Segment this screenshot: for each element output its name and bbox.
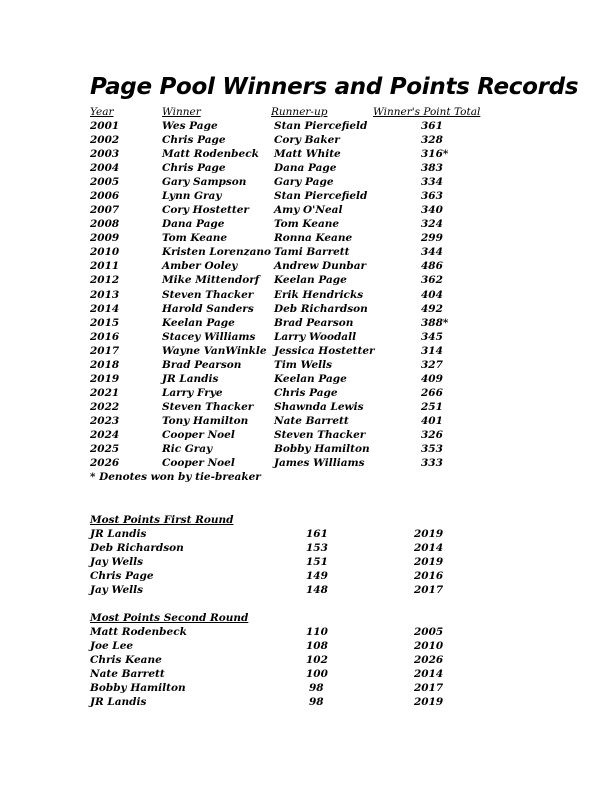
cell-year: 2019 <box>414 528 444 540</box>
cell-winner: Cory Hostetter <box>162 204 249 217</box>
cell-year: 2004 <box>90 162 120 175</box>
cell-year: 2019 <box>90 372 120 385</box>
cell-year: 2014 <box>414 542 444 554</box>
cell-points: 334 <box>421 176 443 189</box>
cell-points: 149 <box>306 570 328 583</box>
cell-points: 153 <box>306 542 328 554</box>
table-row <box>0 161 612 175</box>
cell-year: 2007 <box>90 204 120 217</box>
table-row <box>0 302 612 316</box>
cell-winner: Ric Gray <box>162 442 213 455</box>
cell-runner-up: Brad Pearson <box>274 316 354 329</box>
cell-points: 102 <box>306 654 328 667</box>
table-row <box>0 414 612 428</box>
cell-runner-up: Tami Barrett <box>274 246 350 259</box>
cell-runner-up: Dana Page <box>274 162 337 175</box>
table-row <box>0 231 612 245</box>
cell-year: 2002 <box>90 134 120 146</box>
page-title: Page Pool Winners and Points Records <box>90 74 579 100</box>
cell-points: 148 <box>306 584 328 597</box>
cell-year: 2012 <box>90 274 120 287</box>
cell-name: Chris Keane <box>90 654 162 667</box>
cell-points: 409 <box>421 372 443 385</box>
cell-runner-up: Steven Thacker <box>274 428 366 441</box>
cell-winner: JR Landis <box>162 372 219 385</box>
cell-winner: Matt Rodenbeck <box>162 148 259 161</box>
cell-year: 2010 <box>414 640 444 652</box>
cell-year: 2018 <box>90 358 120 371</box>
cell-runner-up: Larry Woodall <box>274 330 357 343</box>
second-round-title: Most Points Second Round <box>90 612 249 624</box>
cell-runner-up: Andrew Dunbar <box>274 260 367 273</box>
cell-year: 2014 <box>414 668 444 681</box>
cell-year: 2016 <box>414 570 444 583</box>
cell-year: 2024 <box>90 428 120 441</box>
cell-runner-up: Stan Piercefield <box>274 120 368 132</box>
cell-points: 404 <box>421 288 443 301</box>
cell-name: Matt Rodenbeck <box>90 626 187 638</box>
cell-points: 363 <box>421 190 443 203</box>
header-points: Winner's Point Total <box>373 106 481 118</box>
cell-points: 486 <box>421 260 443 273</box>
table-row <box>0 133 612 147</box>
table-row <box>0 288 612 302</box>
cell-runner-up: Erik Hendricks <box>274 288 364 301</box>
cell-runner-up: Deb Richardson <box>274 302 368 315</box>
cell-runner-up: Gary Page <box>274 176 334 189</box>
cell-year: 2026 <box>90 457 120 469</box>
table-row <box>0 527 612 541</box>
cell-runner-up: Chris Page <box>274 386 338 399</box>
cell-winner: Wes Page <box>162 120 218 132</box>
header-year: Year <box>90 106 114 118</box>
cell-name: Deb Richardson <box>90 542 184 554</box>
table-row <box>0 330 612 344</box>
cell-winner: Wayne VanWinkle <box>162 344 267 357</box>
cell-winner: Brad Pearson <box>162 358 242 371</box>
cell-points: 344 <box>421 246 443 259</box>
cell-name: JR Landis <box>90 696 147 709</box>
cell-year: 2011 <box>90 260 120 273</box>
table-row <box>0 119 612 133</box>
cell-points: 251 <box>421 400 443 413</box>
cell-winner: Harold Sanders <box>162 302 254 315</box>
table-row <box>0 386 612 400</box>
cell-winner: Kristen Lorenzano <box>162 246 272 259</box>
cell-runner-up: Cory Baker <box>274 134 340 146</box>
cell-points: 401 <box>421 414 443 427</box>
cell-winner: Steven Thacker <box>162 400 254 413</box>
table-row <box>0 372 612 386</box>
cell-runner-up: James Williams <box>274 457 365 469</box>
table-row <box>0 583 612 597</box>
cell-year: 2005 <box>90 176 120 189</box>
table-row <box>0 147 612 161</box>
cell-winner: Chris Page <box>162 134 226 146</box>
cell-winner: Mike Mittendorf <box>162 274 260 287</box>
table-row <box>0 681 612 695</box>
cell-points: 333 <box>421 457 443 469</box>
cell-year: 2022 <box>90 400 120 413</box>
cell-year: 2013 <box>90 288 120 301</box>
cell-winner: Amber Ooley <box>162 260 238 273</box>
table-row <box>0 555 612 569</box>
cell-year: 2023 <box>90 414 120 427</box>
cell-points: 340 <box>421 204 443 217</box>
cell-runner-up: Ronna Keane <box>274 232 353 245</box>
cell-winner: Lynn Gray <box>162 190 222 203</box>
table-row <box>0 259 612 273</box>
cell-year: 2009 <box>90 232 120 245</box>
cell-runner-up: Jessica Hostetter <box>274 344 375 357</box>
cell-winner: Dana Page <box>162 218 225 231</box>
cell-points: 383 <box>421 162 443 175</box>
cell-points: 108 <box>306 640 328 652</box>
cell-year: 2019 <box>414 556 444 569</box>
cell-year: 2015 <box>90 316 120 329</box>
cell-points: 266 <box>421 386 443 399</box>
table-row <box>0 442 612 456</box>
cell-runner-up: Stan Piercefield <box>274 190 368 203</box>
table-row <box>0 639 612 653</box>
cell-points: 361 <box>421 120 443 132</box>
cell-name: Nate Barrett <box>90 668 165 681</box>
table-row <box>0 653 612 667</box>
table-row <box>0 358 612 372</box>
cell-winner: Keelan Page <box>162 316 235 329</box>
cell-runner-up: Keelan Page <box>274 372 347 385</box>
cell-runner-up: Amy O'Neal <box>274 204 343 217</box>
cell-year: 2021 <box>90 386 120 399</box>
cell-points: 98 <box>309 696 324 709</box>
cell-name: JR Landis <box>90 528 147 540</box>
cell-runner-up: Tim Wells <box>274 358 333 371</box>
cell-runner-up: Tom Keane <box>274 218 340 231</box>
cell-points: 316* <box>421 148 449 161</box>
cell-runner-up: Shawnda Lewis <box>274 400 364 413</box>
cell-year: 2014 <box>90 302 120 315</box>
cell-points: 98 <box>309 682 324 695</box>
winners-table-header <box>0 105 612 119</box>
table-row <box>0 203 612 217</box>
cell-name: Jay Wells <box>90 584 144 597</box>
table-row <box>0 273 612 287</box>
cell-runner-up: Bobby Hamilton <box>274 442 370 455</box>
table-row <box>0 456 612 470</box>
cell-year: 2017 <box>414 584 444 597</box>
cell-winner: Chris Page <box>162 162 226 175</box>
cell-points: 324 <box>421 218 443 231</box>
cell-name: Jay Wells <box>90 556 144 569</box>
cell-winner: Stacey Williams <box>162 330 256 343</box>
cell-winner: Tom Keane <box>162 232 228 245</box>
cell-points: 100 <box>306 668 328 681</box>
cell-year: 2003 <box>90 148 120 161</box>
table-row <box>0 400 612 414</box>
table-row <box>0 217 612 231</box>
cell-year: 2010 <box>90 246 120 259</box>
table-row <box>0 695 612 709</box>
cell-winner: Gary Sampson <box>162 176 247 189</box>
cell-points: 388* <box>421 316 449 329</box>
table-row <box>0 189 612 203</box>
cell-runner-up: Keelan Page <box>274 274 347 287</box>
table-row <box>0 625 612 639</box>
cell-points: 353 <box>421 442 443 455</box>
table-row <box>0 245 612 259</box>
cell-year: 2017 <box>414 682 444 695</box>
cell-points: 110 <box>306 626 328 638</box>
cell-year: 2006 <box>90 190 120 203</box>
cell-points: 326 <box>421 428 443 441</box>
cell-winner: Tony Hamilton <box>162 414 249 427</box>
table-row <box>0 667 612 681</box>
cell-points: 328 <box>421 134 443 146</box>
cell-winner: Larry Frye <box>162 386 223 399</box>
cell-year: 2008 <box>90 218 120 231</box>
cell-year: 2001 <box>90 120 120 132</box>
cell-runner-up: Matt White <box>274 148 341 161</box>
cell-points: 327 <box>421 358 443 371</box>
cell-points: 492 <box>421 302 443 315</box>
cell-points: 161 <box>306 528 328 540</box>
cell-name: Bobby Hamilton <box>90 682 186 695</box>
cell-name: Chris Page <box>90 570 154 583</box>
cell-winner: Cooper Noel <box>162 428 235 441</box>
header-winner: Winner <box>162 106 201 118</box>
cell-year: 2026 <box>414 654 444 667</box>
cell-runner-up: Nate Barrett <box>274 414 349 427</box>
cell-points: 151 <box>306 556 328 569</box>
cell-points: 314 <box>421 344 443 357</box>
header-runner-up: Runner-up <box>271 106 328 118</box>
cell-year: 2017 <box>90 344 120 357</box>
cell-points: 345 <box>421 330 443 343</box>
table-row <box>0 316 612 330</box>
table-row <box>0 175 612 189</box>
first-round-title: Most Points First Round <box>90 514 234 526</box>
cell-name: Joe Lee <box>90 640 134 652</box>
cell-points: 299 <box>421 232 443 245</box>
cell-year: 2025 <box>90 442 120 455</box>
table-row <box>0 541 612 555</box>
tie-breaker-footnote: * Denotes won by tie-breaker <box>90 471 261 483</box>
cell-year: 2005 <box>414 626 444 638</box>
table-row <box>0 569 612 583</box>
cell-winner: Steven Thacker <box>162 288 254 301</box>
cell-winner: Cooper Noel <box>162 457 235 469</box>
table-row <box>0 344 612 358</box>
cell-year: 2016 <box>90 330 120 343</box>
table-row <box>0 428 612 442</box>
cell-year: 2019 <box>414 696 444 709</box>
cell-points: 362 <box>421 274 443 287</box>
